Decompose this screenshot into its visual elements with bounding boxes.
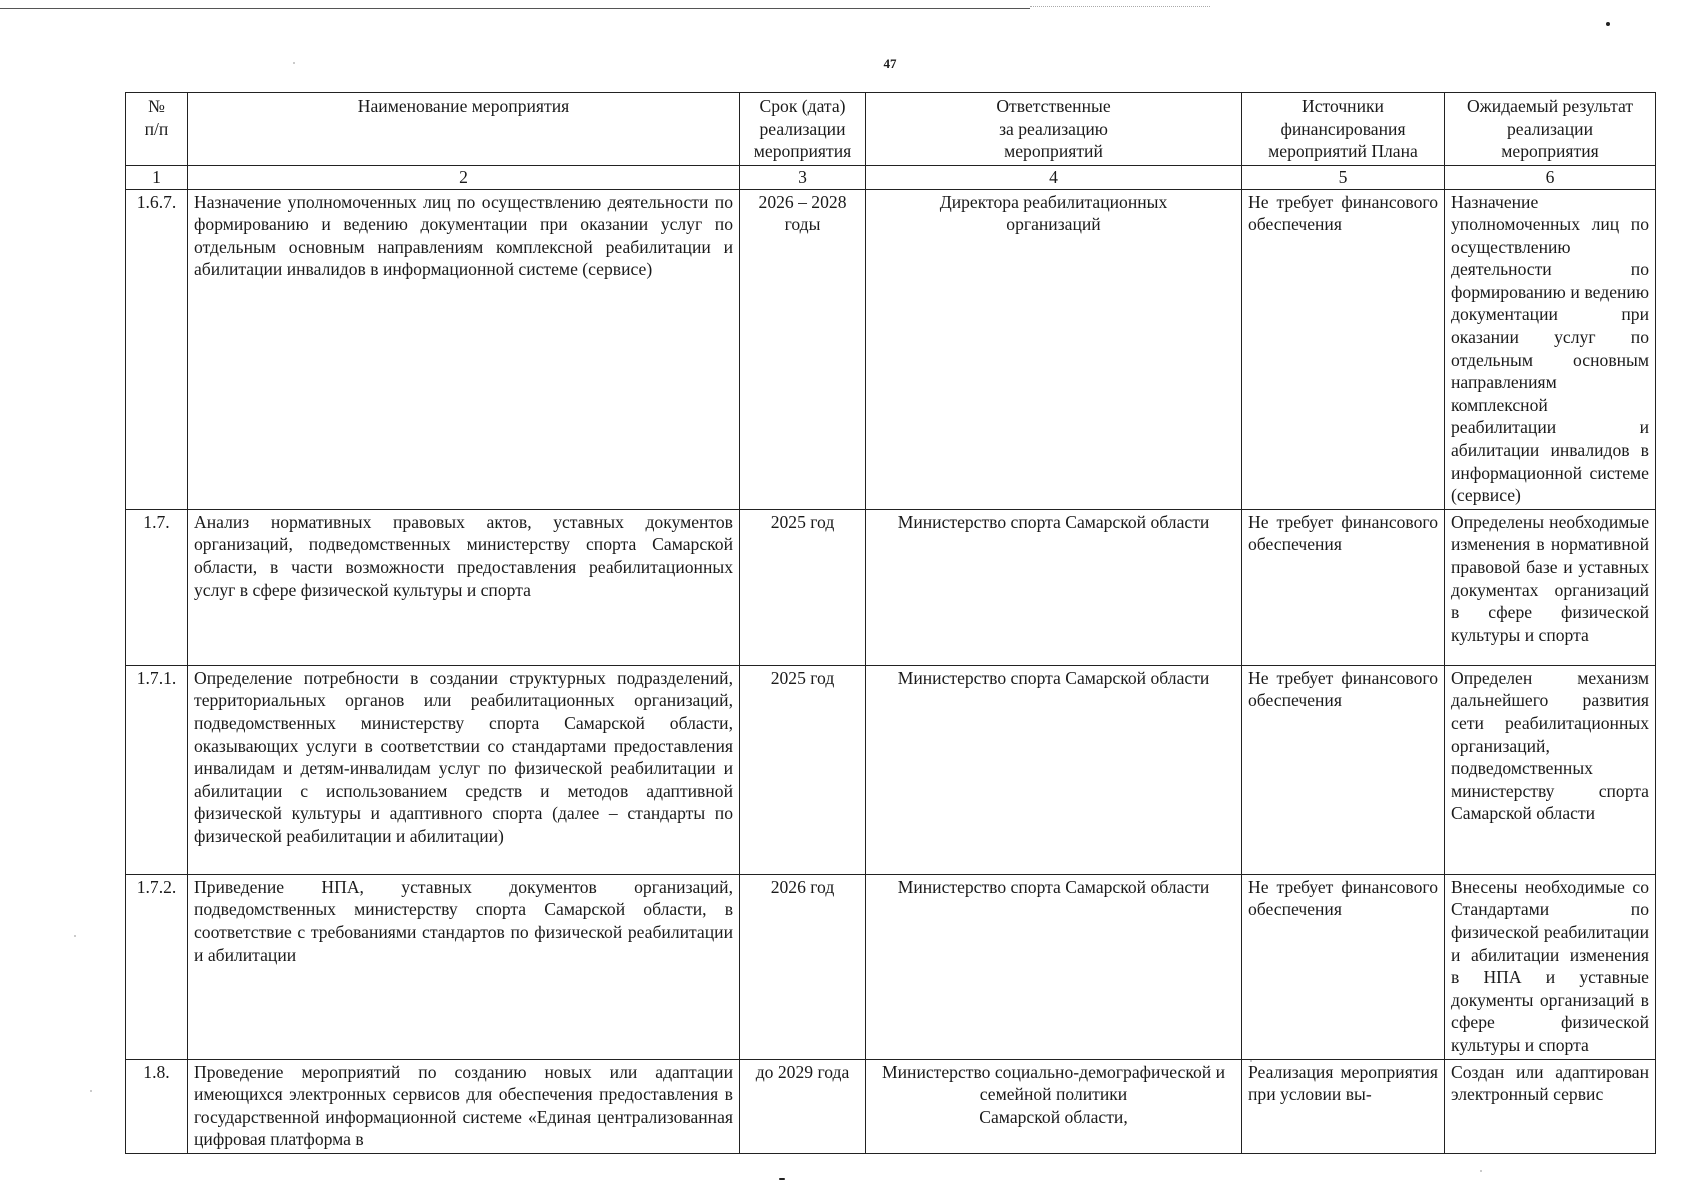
column-number: 1 xyxy=(126,165,188,189)
table-header-row xyxy=(126,93,1656,166)
row-number: 1.7.1. xyxy=(126,665,188,874)
scan-speck xyxy=(90,1090,92,1092)
row-name: Проведение мероприятий по созданию новых или адаптации имеющихся электронных сервисов для обеспечения предоставления в государственной информационной системе «Единая централизованная цифровая платформа в xyxy=(188,1059,740,1153)
header-term: Срок (дата) реализации мероприятия xyxy=(740,93,866,166)
page-number: 47 xyxy=(883,56,897,71)
scan-speck xyxy=(1480,1170,1482,1172)
row-term: 2025 год xyxy=(740,665,866,874)
scan-speck xyxy=(1606,22,1610,26)
table-row xyxy=(126,189,1656,509)
plan-table xyxy=(125,92,1656,1154)
row-number: 1.8. xyxy=(126,1059,188,1153)
row-term: 2025 год xyxy=(740,509,866,665)
column-number: 5 xyxy=(1242,165,1445,189)
table-row xyxy=(126,1059,1656,1153)
table-row xyxy=(126,874,1656,1059)
column-number: 3 xyxy=(740,165,866,189)
row-name: Приведение НПА, уставных документов организаций, подведомственных министерству спорта Самарской области, в соответствие с требованиями стандартов по физической реабилитации и абилитации xyxy=(188,874,740,1059)
row-responsible: Министерство спорта Самарской области xyxy=(866,874,1242,1059)
row-responsible: Министерство спорта Самарской области xyxy=(866,665,1242,874)
row-result: Определены необходимые изменения в нормативной правовой базе и уставных документах организаций в сфере физической культуры и спорта xyxy=(1445,509,1656,665)
row-funding: Не требует финансового обеспечения xyxy=(1242,189,1445,509)
row-result: Создан или адаптирован электронный сервис xyxy=(1445,1059,1656,1153)
row-number: 1.7.2. xyxy=(126,874,188,1059)
row-result: Определен механизм дальнейшего развития сети реабилитационных организаций, подведомственных министерству спорта Самарской области xyxy=(1445,665,1656,874)
row-funding: Не требует финансового обеспечения xyxy=(1242,874,1445,1059)
row-term: 2026 год xyxy=(740,874,866,1059)
table-row xyxy=(126,665,1656,874)
row-result: Внесены необходимые со Стандартами по физической реабилитации и абилитации изменения в НПА и уставные документы организаций в сфере физической культуры и спорта xyxy=(1445,874,1656,1059)
header-name: Наименование мероприятия xyxy=(188,93,740,166)
column-number: 4 xyxy=(866,165,1242,189)
header-result: Ожидаемый результат реализации мероприятия xyxy=(1445,93,1656,166)
row-term: 2026 – 2028 годы xyxy=(740,189,866,509)
row-name: Анализ нормативных правовых актов, уставных документов организаций, подведомственных министерству спорта Самарской области, в части возможности предоставления реабилитационных услуг в сфере физической культуры и спорта xyxy=(188,509,740,665)
scan-edge-line xyxy=(1030,6,1210,7)
row-number: 1.7. xyxy=(126,509,188,665)
scan-edge-line xyxy=(0,8,1030,9)
row-responsible: Министерство спорта Самарской области xyxy=(866,509,1242,665)
table-row xyxy=(126,509,1656,665)
column-number: 6 xyxy=(1445,165,1656,189)
header-num: № п/п xyxy=(126,93,188,166)
row-funding: Реализация мероприятия при условии вы- xyxy=(1242,1059,1445,1153)
row-responsible: Министерство социально-демографической и семейной политики Самарской области, xyxy=(866,1059,1242,1153)
row-funding: Не требует финансового обеспечения xyxy=(1242,665,1445,874)
header-funding: Источники финансирования мероприятий Плана xyxy=(1242,93,1445,166)
row-responsible: Директора реабилитационных организаций xyxy=(866,189,1242,509)
row-result: Назначение уполномоченных лиц по осуществлению деятельности по формированию и ведению документации при оказании услуг по отдельным основным направлениям комплексной реабилитации и абилитации инвалидов в информационной системе (сервисе) xyxy=(1445,189,1656,509)
row-number: 1.6.7. xyxy=(126,189,188,509)
column-number-row xyxy=(126,165,1656,189)
row-funding: Не требует финансового обеспечения xyxy=(1242,509,1445,665)
scan-speck xyxy=(74,935,76,937)
row-term: до 2029 года xyxy=(740,1059,866,1153)
row-name: Назначение уполномоченных лиц по осуществлению деятельности по формированию и ведению документации при оказании услуг по отдельным основным направлениям комплексной реабилитации и абилитации инвалидов в информационной системе (сервисе) xyxy=(188,189,740,509)
row-name: Определение потребности в создании структурных подразделений, территориальных органов или реабилитационных организаций, подведомственных министерству спорта Самарской области, оказывающих услуги в соответствии со стандартами предоставления инвалидам и детям-инвалидам услуг по физической реабилитации и абилитации с использованием средств и методов адаптивной физической культуры и адаптивного спорта (далее – стандарты по физической реабилитации и абилитации) xyxy=(188,665,740,874)
column-number: 2 xyxy=(188,165,740,189)
header-responsible: Ответственные за реализацию мероприятий xyxy=(866,93,1242,166)
scan-speck xyxy=(779,1178,785,1180)
